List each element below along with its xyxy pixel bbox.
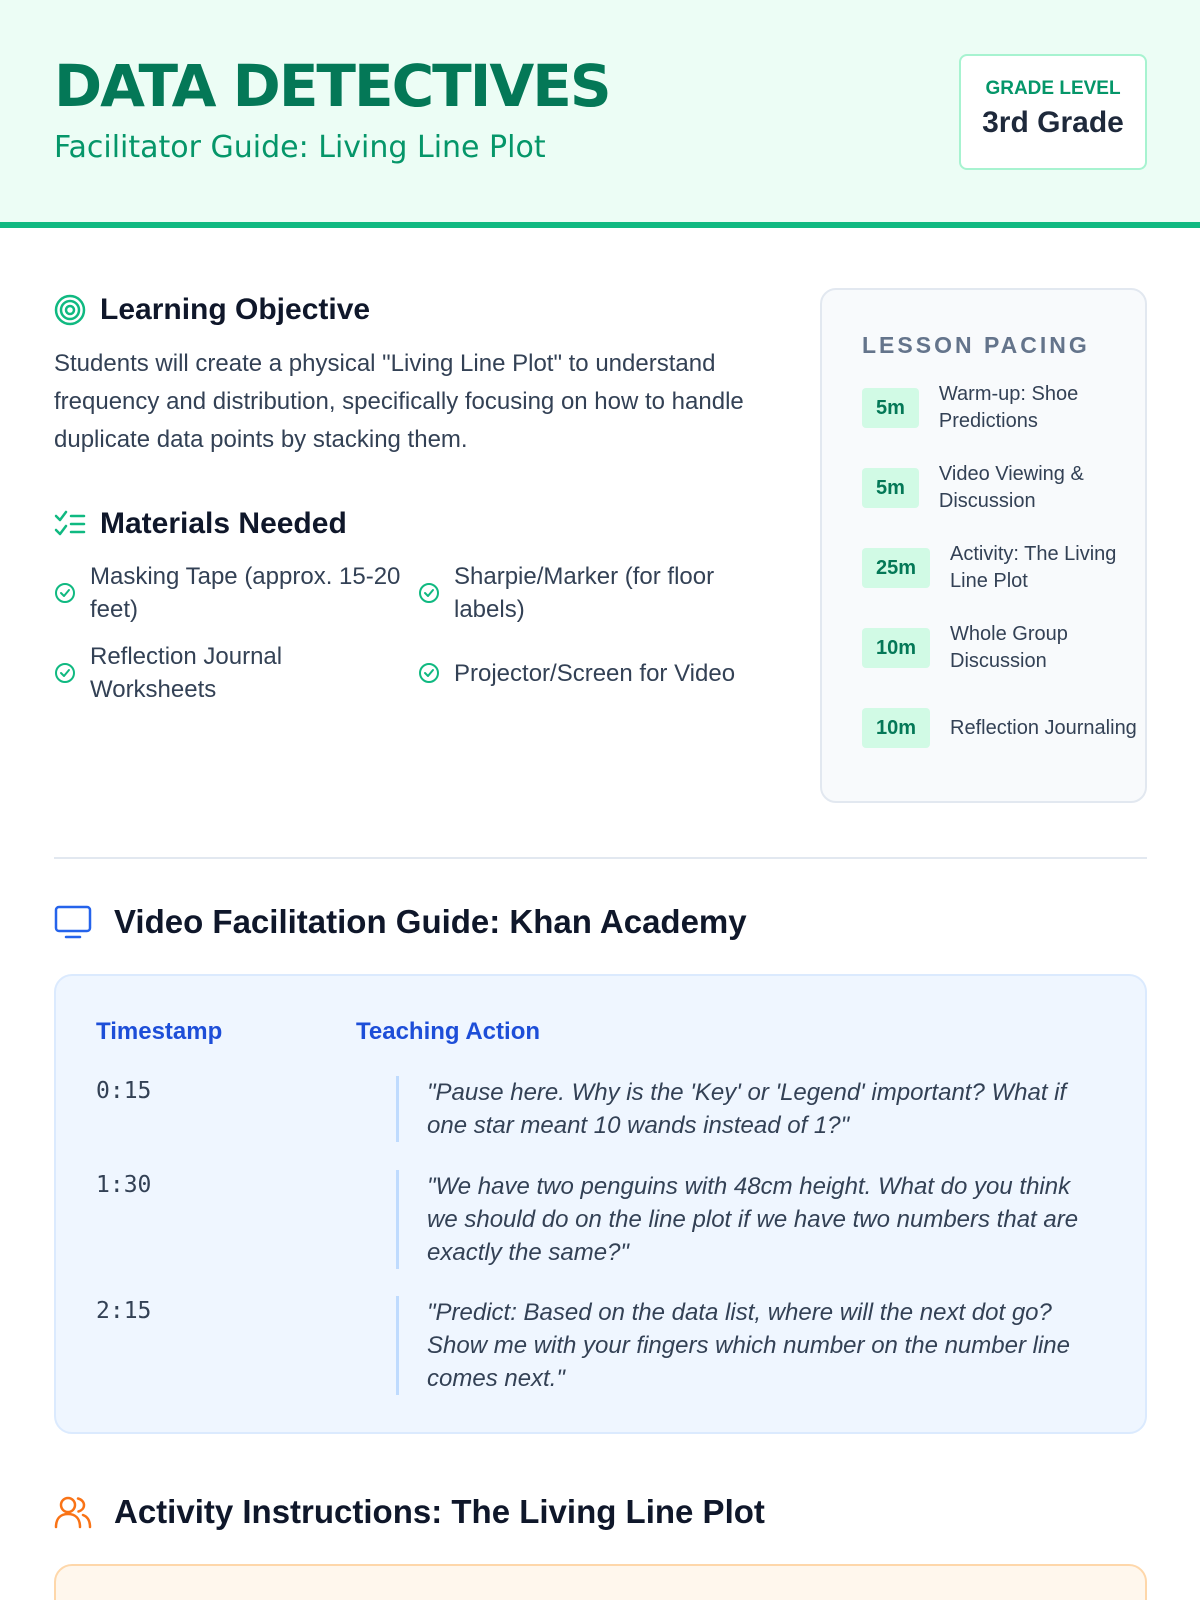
material-label: Reflection Journal Worksheets bbox=[90, 643, 283, 703]
pacing-label: Warm-up: Shoe Predictions bbox=[938, 383, 1079, 432]
check-circle-icon bbox=[54, 582, 76, 604]
checklist-icon bbox=[54, 510, 86, 538]
target-icon bbox=[54, 294, 86, 326]
pacing-label: Video Viewing & Discussion bbox=[938, 463, 1084, 512]
duration-badge: 10m bbox=[862, 628, 930, 668]
page-title: DATA DETECTIVES bbox=[54, 52, 610, 120]
duration-badge: 5m bbox=[862, 468, 919, 508]
check-circle-icon bbox=[418, 662, 440, 684]
list-item bbox=[418, 560, 774, 626]
materials-heading bbox=[54, 502, 347, 546]
timestamp-cell: 2:15 bbox=[96, 1298, 152, 1324]
grade-level-value: 3rd Grade bbox=[982, 106, 1124, 139]
pacing-label: Whole Group Discussion bbox=[950, 623, 1068, 672]
pacing-label: Activity: The Living Line Plot bbox=[950, 543, 1117, 592]
action-cell: "We have two penguins with 48cm height. What do you think we should do on the line plot if we have two numbers that are exactly the same?" bbox=[396, 1170, 1106, 1269]
list-item bbox=[54, 560, 418, 626]
pacing-label: Reflection Journaling bbox=[950, 716, 1137, 739]
users-icon bbox=[54, 1495, 92, 1529]
materials-heading-text: Materials Needed bbox=[100, 507, 347, 540]
list-item bbox=[54, 640, 418, 706]
activity-heading-text: Activity Instructions: The Living Line Plot bbox=[114, 1493, 765, 1530]
video-heading-text: Video Facilitation Guide: Khan Academy bbox=[114, 903, 747, 940]
check-circle-icon bbox=[54, 662, 76, 684]
list-item bbox=[862, 619, 1145, 677]
lesson-pacing-card bbox=[820, 288, 1147, 803]
material-label: Sharpie/Marker (for floor labels) bbox=[454, 563, 715, 623]
material-label: Masking Tape (approx. 15-20 feet) bbox=[90, 563, 401, 623]
grade-level-label: GRADE LEVEL bbox=[985, 78, 1121, 99]
objective-heading bbox=[54, 288, 370, 332]
video-guide-table bbox=[54, 974, 1147, 1434]
objective-heading-text: Learning Objective bbox=[100, 293, 371, 326]
check-circle-icon bbox=[418, 582, 440, 604]
activity-instructions-card bbox=[54, 1564, 1147, 1600]
column-header-timestamp: Timestamp bbox=[96, 1018, 223, 1045]
timestamp-cell: 0:15 bbox=[96, 1078, 152, 1104]
pacing-heading: LESSON PACING bbox=[862, 332, 1090, 358]
list-item bbox=[862, 459, 1145, 517]
duration-badge: 5m bbox=[862, 388, 919, 428]
video-heading bbox=[54, 898, 747, 946]
action-cell: "Predict: Based on the data list, where will the next dot go? Show me with your fingers which number on the number line comes next." bbox=[396, 1296, 1106, 1395]
list-item bbox=[862, 539, 1145, 597]
list-item bbox=[418, 640, 774, 706]
page-subtitle: Facilitator Guide: Living Line Plot bbox=[54, 130, 546, 165]
page-header bbox=[0, 0, 1200, 228]
material-label: Projector/Screen for Video bbox=[454, 659, 736, 687]
duration-badge: 25m bbox=[862, 548, 930, 588]
list-item bbox=[862, 379, 1145, 437]
column-header-action: Teaching Action bbox=[356, 1018, 541, 1045]
timestamp-cell: 1:30 bbox=[96, 1172, 152, 1198]
activity-heading bbox=[54, 1488, 765, 1536]
list-item bbox=[862, 699, 1145, 757]
grade-level-card bbox=[959, 54, 1147, 170]
objective-text: Students will create a physical "Living Line Plot" to understand frequency and distribution, specifically focusing on how to handle duplicate data points by stacking them. bbox=[54, 350, 744, 453]
monitor-icon bbox=[54, 905, 92, 939]
duration-badge: 10m bbox=[862, 708, 930, 748]
action-cell: "Pause here. Why is the 'Key' or 'Legend' important? What if one star meant 10 wands instead of 1?" bbox=[396, 1076, 1106, 1142]
section-divider bbox=[54, 857, 1147, 859]
materials-list bbox=[54, 560, 774, 706]
